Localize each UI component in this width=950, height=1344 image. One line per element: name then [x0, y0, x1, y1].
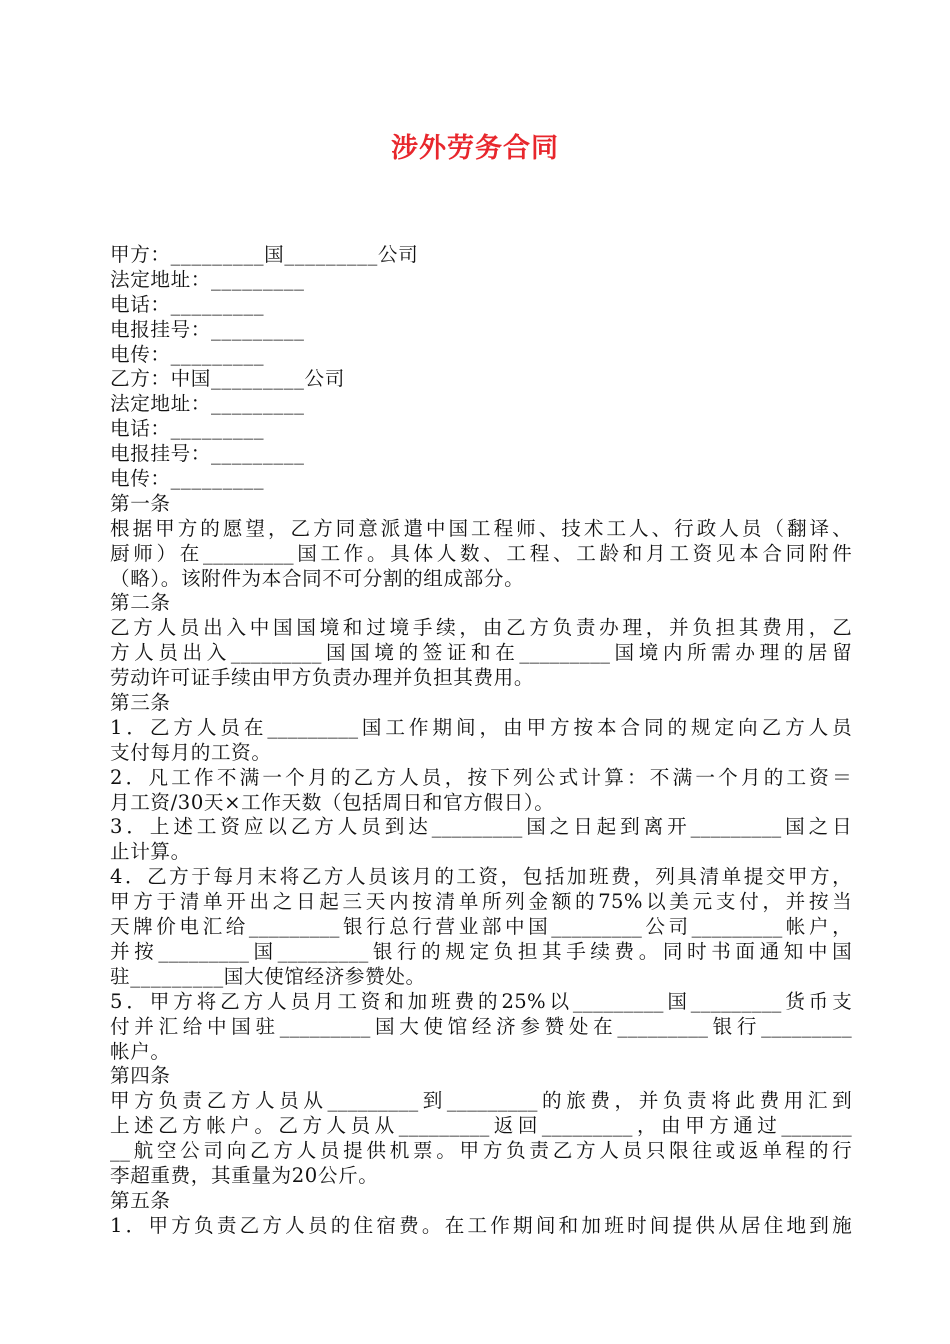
- document-line: 法定地址：_________: [110, 392, 305, 416]
- document-line: 月工资/30天×工作天数（包括周日和官方假日）。: [110, 790, 555, 814]
- document-line: 4．乙方于每月末将乙方人员该月的工资，包括加班费，列具清单提交甲方，: [110, 865, 852, 889]
- document-line: 乙方人员出入中国国境和过境手续，由乙方负责办理，并负担其费用，乙: [110, 616, 852, 640]
- document-line: 厨师）在_________国工作。具体人数、工程、工龄和月工资见本合同附件: [110, 541, 852, 565]
- article-heading: 第一条: [110, 491, 171, 515]
- document-line: 李超重费，其重量为20公斤。: [110, 1163, 379, 1187]
- document-line: 电传：_________: [110, 467, 265, 491]
- document-line: 2．凡工作不满一个月的乙方人员，按下列公式计算：不满一个月的工资＝: [110, 765, 852, 789]
- document-line: 天牌价电汇给_________银行总行营业部中国_________公司_________帐户，: [110, 915, 852, 939]
- article-heading: 第四条: [110, 1064, 171, 1088]
- document-line: 电话：_________: [110, 417, 265, 441]
- document-line: 方人员出入_________国国境的签证和在_________国境内所需办理的居留: [110, 641, 852, 665]
- document-line: 电报挂号：_________: [110, 442, 305, 466]
- article-heading: 第二条: [110, 591, 171, 615]
- document-line: 甲方于清单开出之日起三天内按清单所列金额的75%以美元支付，并按当: [110, 890, 852, 914]
- document-line: 电话：_________: [110, 292, 265, 316]
- article-heading: 第五条: [110, 1188, 171, 1212]
- document-line: 法定地址：_________: [110, 267, 305, 291]
- document-line: （略）。该附件为本合同不可分割的组成部分。: [110, 566, 525, 590]
- document-line: 乙方：中国_________公司: [110, 367, 345, 391]
- document-line: 支付每月的工资。: [110, 740, 272, 764]
- document-line: 1．乙方人员在_________国工作期间，由甲方按本合同的规定向乙方人员: [110, 715, 852, 739]
- document-line: 止计算。: [110, 840, 191, 864]
- document-line: 驻_________国大使馆经济参赞处。: [110, 964, 426, 988]
- document-title: 涉外劳务合同: [391, 133, 559, 164]
- document-line: 付并汇给中国驻_________国大使馆经济参赞处在_________银行_________: [110, 1014, 852, 1038]
- document-line: 并按_________国_________银行的规定负担其手续费。同时书面通知中国: [110, 939, 852, 963]
- article-heading: 第三条: [110, 691, 171, 715]
- document-line: 上述乙方帐户。乙方人员从_________返回_________，由甲方通过_______: [110, 1114, 852, 1138]
- document-line: 根据甲方的愿望，乙方同意派遣中国工程师、技术工人、行政人员（翻译、: [110, 516, 852, 540]
- document-line: 5．甲方将乙方人员月工资和加班费的25%以_________国_________货币支: [110, 989, 852, 1013]
- document-line: 1．甲方负责乙方人员的住宿费。在工作期间和加班时间提供从居住地到施: [110, 1213, 852, 1237]
- document-line: __航空公司向乙方人员提供机票。甲方负责乙方人员只限往或返单程的行: [110, 1139, 852, 1163]
- document-line: 电传：_________: [110, 342, 265, 366]
- document-line: 劳动许可证手续由甲方负责办理并负担其费用。: [110, 666, 535, 690]
- document-line: 电报挂号：_________: [110, 317, 305, 341]
- document-line: 甲方：_________国_________公司: [110, 243, 419, 266]
- document-line: 3．上述工资应以乙方人员到达_________国之日起到离开_________国之日: [110, 815, 852, 839]
- document-line: 甲方负责乙方人员从_________到_________的旅费，并负责将此费用汇到: [110, 1089, 852, 1113]
- document-line: 帐户。: [110, 1039, 171, 1063]
- document-body: [110, 243, 852, 1239]
